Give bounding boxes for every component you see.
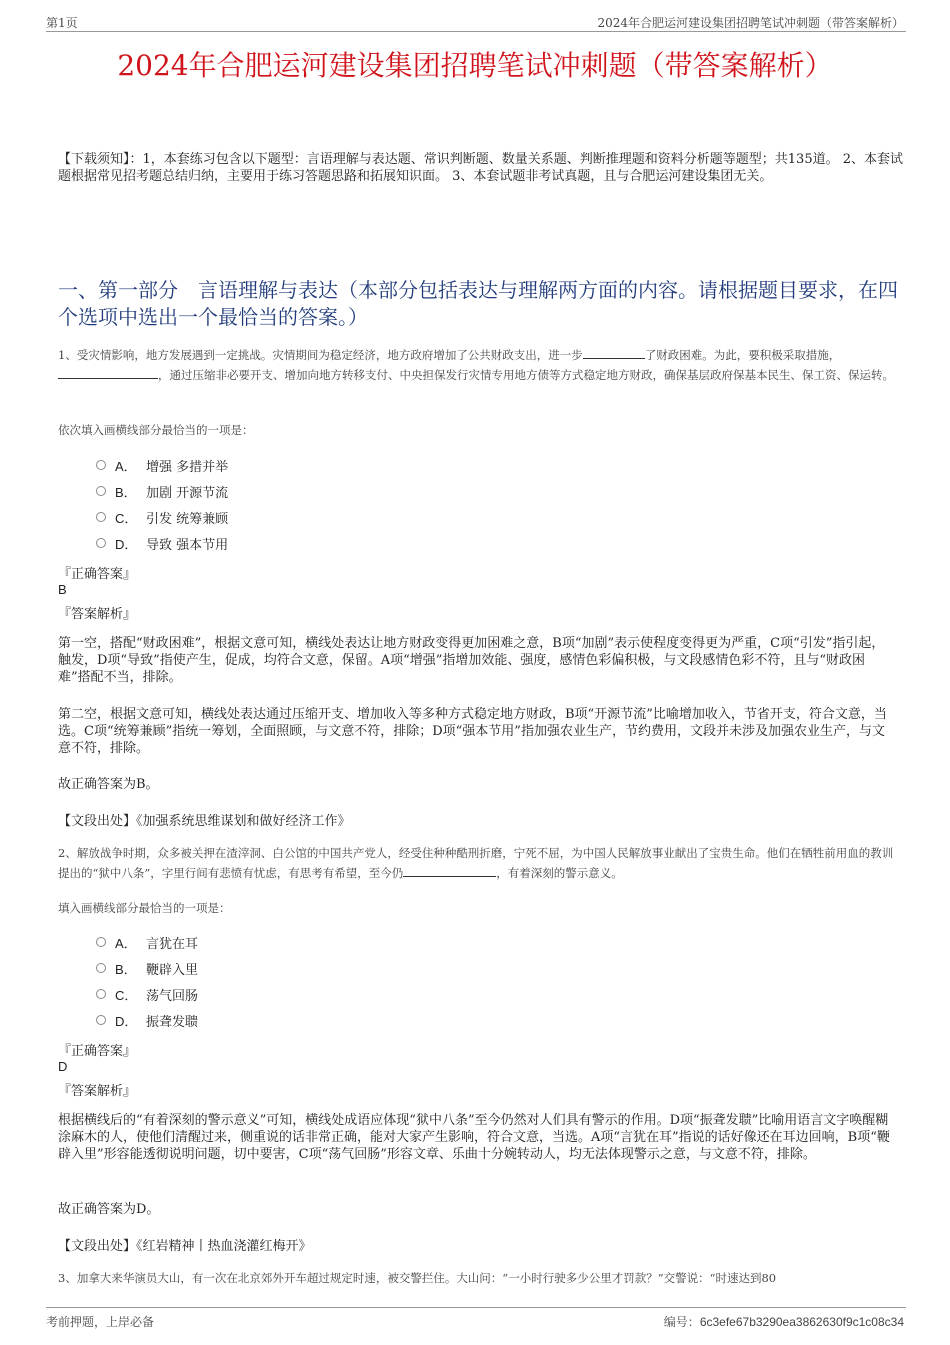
- stem-part: 1、受灾情影响，地方发展遇到一定挑战。灾情期间为稳定经济，地方政府增加了公共财政支出，进一步: [58, 348, 583, 362]
- question-stem: [58, 843, 903, 883]
- radio-icon[interactable]: [96, 989, 106, 999]
- footer-code-value: 6c3efe67b3290ea3862630f9c1c08c34: [699, 1315, 904, 1329]
- answer-label: 『正确答案』: [58, 1044, 137, 1059]
- download-notice: 【下载须知】：1，本套练习包含以下题型：言语理解与表达题、常识判断题、数量关系题、判断推理题和资料分析题等题型；共135道。 2、本套试题根据常见招考题总结归纳，主要用于练习答题思路和拓展知识面。 3、本套试题非考试真题，且与合肥运河建设集团无关。: [58, 152, 903, 184]
- analysis-conclusion: 故正确答案为D。: [58, 1202, 160, 1217]
- option-d[interactable]: D． 导致 强本节用: [96, 530, 228, 556]
- analysis-paragraph: 根据横线后的“有着深刻的警示意义”可知，横线处成语应体现“狱中八条”至今仍然对人们具有警示的作用。D项“振聋发聩”比喻用语言文字唤醒糊涂麻木的人，使他们清醒过来，侧重说的话非常正确，能对大家产生影响，符合文意，当选。A项“言犹在耳”指说的话好像还在耳边回响，B项“鞭辟入里”形容能透彻说明问题，切中要害，C项“荡气回肠”形容文章、乐曲十分婉转动人，均无法体现警示之意，与文意不符，排除。: [58, 1113, 890, 1162]
- analysis-conclusion: 故正确答案为B。: [58, 777, 159, 792]
- stem-part: 2、解放战争时期，众多被关押在渣滓洞、白公馆的中国共产党人，经受住种种酷刑折磨，宁死不屈，为中国人民解放事业献出了宝贵生命。他们在牺牲前用血的教训提出的“狱中八条”，字里行间有悲愤有忧虑，有思考有希望，至今仍: [58, 846, 894, 880]
- analysis-paragraph: 第一空，搭配“财政困难”，根据文意可知，横线处表达让地方财政变得更加困难之意，B项“加剧”表示使程度变得更为严重，C项“引发”指引起，触发，D项“导致”指使产生，促成，均符合文意，保留。A项“增强”指增加效能、强度，感情色彩偏积极，与文段感情色彩不符，且与“财政困难”搭配不当，排除。: [58, 636, 885, 685]
- answer-label: 『正确答案』: [58, 567, 137, 582]
- page-title: 2024年合肥运河建设集团招聘笔试冲刺题（带答案解析）: [117, 49, 833, 82]
- correct-answer: B: [58, 582, 67, 597]
- analysis-label: 『答案解析』: [58, 607, 137, 622]
- question-stem: [58, 345, 903, 385]
- option-d[interactable]: D． 振聋发聩: [96, 1007, 198, 1033]
- option-list: [96, 452, 228, 556]
- stem-part: ，通过压缩非必要开支、增加向地方转移支付、中央担保发行灾情专用地方债等方式稳定地方财政，确保基层政府保基本民生、保工资、保运转。: [158, 368, 894, 382]
- radio-icon[interactable]: [96, 963, 106, 973]
- header-divider: [46, 31, 906, 32]
- footer-slogan: 考前押题，上岸必备: [46, 1315, 155, 1329]
- option-list: [96, 929, 198, 1033]
- source-citation: 【文段出处】《红岩精神丨热血浇灌红梅开》: [58, 1239, 312, 1254]
- page-number: 第1页: [46, 16, 78, 30]
- radio-icon[interactable]: [96, 512, 106, 522]
- fill-blank: [58, 366, 158, 379]
- question-stem: 3、加拿大来华演员大山，有一次在北京郊外开车超过规定时速，被交警拦住。大山问：“一小时行驶多少公里才罚款？”交警说：“时速达到80: [58, 1271, 777, 1285]
- option-a[interactable]: A． 言犹在耳: [96, 929, 198, 955]
- analysis-label: 『答案解析』: [58, 1084, 137, 1099]
- fill-blank: [403, 864, 496, 877]
- radio-icon[interactable]: [96, 937, 106, 947]
- footer-code: [664, 1313, 904, 1330]
- stem-part: 了财政困难。为此，要积极采取措施，: [644, 348, 841, 362]
- section-heading: 一、第一部分 言语理解与表达（本部分包括表达与理解两方面的内容。请根据题目要求，在四个选项中选出一个最恰当的答案。）: [58, 278, 898, 329]
- option-c[interactable]: C． 引发 统筹兼顾: [96, 504, 228, 530]
- option-b[interactable]: B． 加剧 开源节流: [96, 478, 228, 504]
- footer-code-label: 编号：: [663, 1315, 700, 1329]
- header-doc-title: 2024年合肥运河建设集团招聘笔试冲刺题（带答案解析）: [597, 16, 904, 30]
- radio-icon[interactable]: [96, 486, 106, 496]
- question-prompt: 填入画横线部分最恰当的一项是：: [58, 901, 231, 915]
- question-prompt: 依次填入画横线部分最恰当的一项是：: [58, 423, 254, 437]
- source-citation: 【文段出处】《加强系统思维谋划和做好经济工作》: [58, 814, 351, 829]
- fill-blank: [583, 346, 645, 359]
- footer-divider: [46, 1307, 906, 1308]
- radio-icon[interactable]: [96, 538, 106, 548]
- correct-answer: D: [58, 1059, 68, 1074]
- radio-icon[interactable]: [96, 1015, 106, 1025]
- radio-icon[interactable]: [96, 460, 106, 470]
- option-c[interactable]: C． 荡气回肠: [96, 981, 198, 1007]
- option-b[interactable]: B． 鞭辟入里: [96, 955, 198, 981]
- analysis-paragraph: 第二空，根据文意可知，横线处表达通过压缩开支、增加收入等多种方式稳定地方财政，B项“开源节流”比喻增加收入，节省开支，符合文意，当选。C项“统筹兼顾”指统一筹划，全面照顾，与文意不符，排除；D项“强本节用”指加强农业生产，节约费用，文段并未涉及加强农业生产，与文意不符，排除。: [58, 707, 887, 756]
- stem-part: ，有着深刻的警示意义。: [496, 866, 623, 880]
- option-a[interactable]: A． 增强 多措并举: [96, 452, 228, 478]
